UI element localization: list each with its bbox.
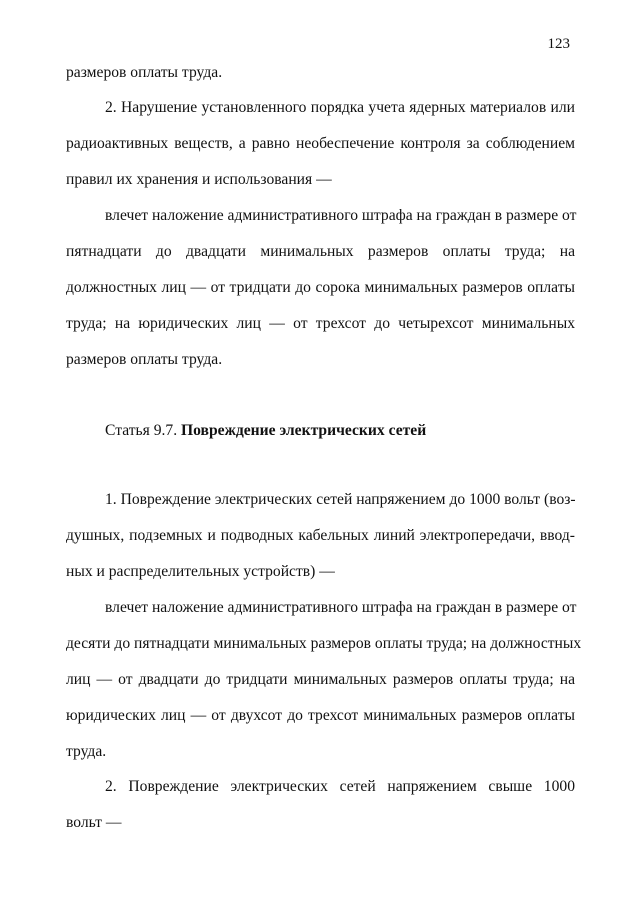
paragraph-line: 1. Повреждение электрических сетей напряжением до 1000 вольт (воз-: [105, 491, 576, 508]
paragraph-line: вольт —: [66, 814, 122, 831]
paragraph-line: десяти до пятнадцати минимальных размеров оплаты труда; на должностных: [66, 635, 582, 652]
paragraph-line: должностных лиц — от тридцати до сорока минимальных размеров оплаты: [66, 279, 575, 296]
article-number: Статья 9.7.: [105, 422, 178, 439]
paragraph-line: юридических лиц — от двухсот до трехсот минимальных размеров оплаты: [66, 707, 575, 724]
paragraph-line: радиоактивных веществ, а равно необеспечение контроля за соблюдением: [66, 135, 575, 152]
paragraph-line: правил их хранения и использования —: [66, 171, 332, 188]
paragraph-line: влечет наложение административного штрафа на граждан в размере от: [105, 599, 577, 616]
paragraph-line: пятнадцати до двадцати минимальных размеров оплаты труда; на: [66, 243, 575, 260]
article-heading: [105, 421, 426, 441]
paragraph-line: влечет наложение административного штрафа на граждан в размере от: [105, 207, 577, 224]
paragraph-line: труда; на юридических лиц — от трехсот до четырехсот минимальных: [66, 315, 575, 332]
paragraph-line: труда.: [66, 743, 107, 760]
paragraph-line: размеров оплаты труда.: [66, 64, 223, 81]
paragraph-line: 2. Нарушение установленного порядка учета ядерных материалов или: [105, 99, 575, 116]
page-number: 123: [547, 36, 570, 52]
paragraph-line: ных и распределительных устройств) —: [66, 563, 335, 580]
paragraph-line: душных, подземных и подводных кабельных линий электропередачи, ввод-: [66, 527, 575, 544]
paragraph-line: лиц — от двадцати до тридцати минимальных размеров оплаты труда; на: [66, 671, 575, 688]
paragraph-line: размеров оплаты труда.: [66, 351, 223, 368]
article-title: Повреждение электрических сетей: [181, 422, 427, 439]
paragraph-line: 2. Повреждение электрических сетей напряжением свыше 1000: [105, 778, 575, 795]
